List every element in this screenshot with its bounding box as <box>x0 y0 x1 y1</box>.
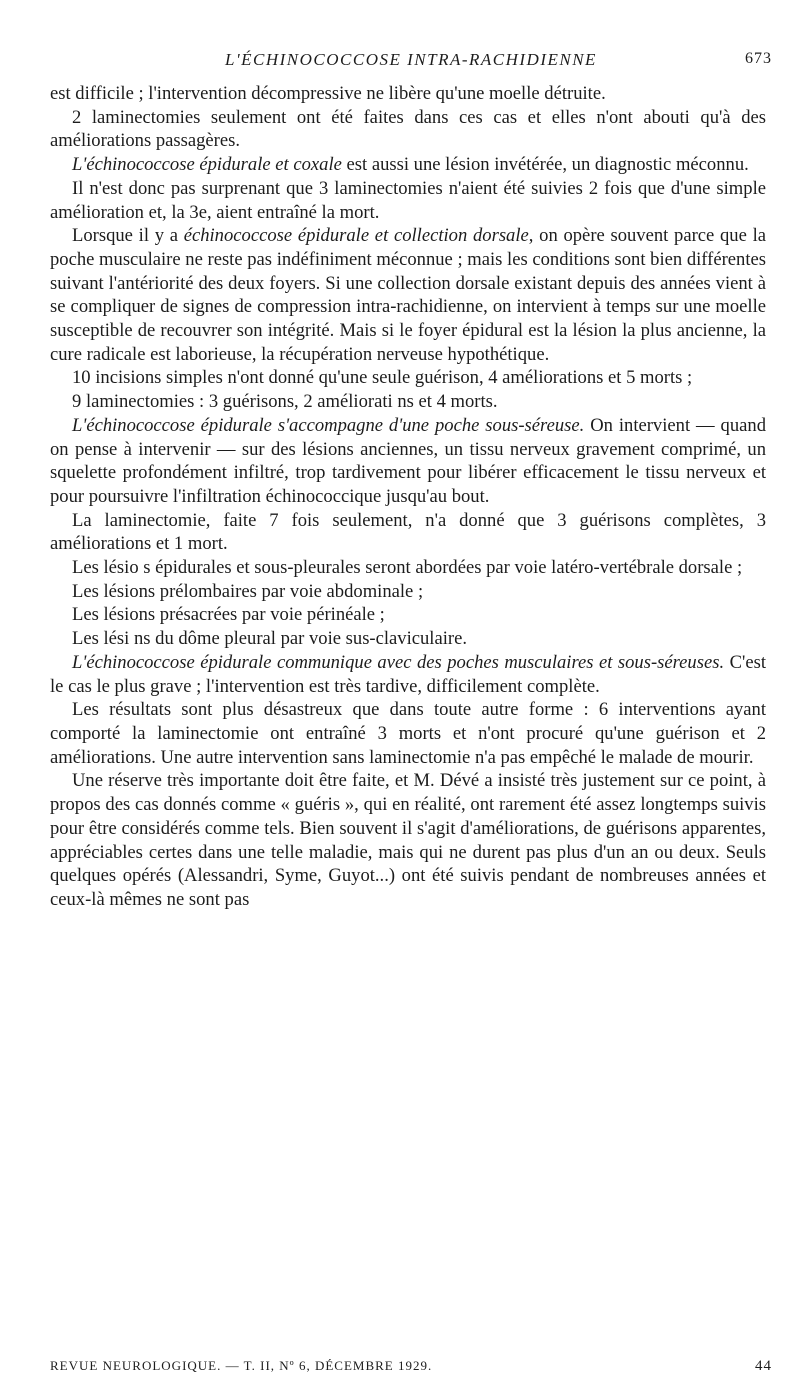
paragraph: L'échinococcose épidurale communique avec des poches musculaires et sous-séreuses. C'est le cas le plus grave ; l'intervention est très tardive, difficilement complète. <box>50 651 766 697</box>
paragraph: Une réserve très importante doit être faite, et M. Dévé a insisté très justement sur ce point, à propos des cas donnés comme « guéris », qui en réalité, ont rarement été assez longtemps suivis pour être considérés comme tels. Bien souvent il s'agit d'améliorations, de guérisons apparentes, appréciables certes dans une telle maladie, mais qui ne durent pas plus d'un an ou deux. Seuls quelques opérés (Alessandri, Syme, Guyot...) ont été suivis pendant de nombreuses années et ceux-là mêmes ne sont pas <box>50 770 766 910</box>
paragraph: Les résultats sont plus désastreux que dans toute autre forme : 6 interventions ayant comporté la laminectomie ont entraîné 3 morts et n'ont procuré qu'une guérison et 2 améliorations. Une autre intervention sans laminectomie n'a pas empêché le malade de mourir. <box>50 699 766 768</box>
body-text <box>50 82 766 912</box>
signature-mark: 44 <box>755 1358 772 1374</box>
paragraph-emphasis: L'échinococcose épidurale et coxale <box>72 154 342 176</box>
paragraph: L'échinococcose épidurale et coxale est aussi une lésion invétérée, un diagnostic méconnu. <box>72 154 749 176</box>
running-header <box>50 50 772 74</box>
paragraph: Il n'est donc pas surprenant que 3 laminectomies n'aient été suivies 2 fois que d'une simple amélioration et, la 3e, aient entraîné la mort. <box>50 177 766 223</box>
paragraph: Les lésio s épidurales et sous-pleurales seront abordées par voie latéro-vertébrale dorsale ; <box>72 557 743 579</box>
paragraph: 9 laminectomies : 3 guérisons, 2 améliorati ns et 4 morts. <box>72 391 498 413</box>
paragraph: 2 laminectomies seulement ont été faites dans ces cas et elles n'ont abouti qu'à des améliorations passagères. <box>50 106 766 152</box>
paragraph: Lorsque il y a échinococcose épidurale et collection dorsale, on opère souvent parce que la poche musculaire ne reste pas indéfiniment méconnue ; mais les conditions sont bien différentes suivant l'antériorité des deux foyers. Si une collection dorsale existant depuis des années vient à se compliquer de signes de compression intra-rachidienne, on intervient à temps sur une moelle susceptible de recouvrer son intégrité. Mais si le foyer épidural est la lésion la plus ancienne, la cure radicale est laborieuse, la récupération nerveuse hypothétique. <box>50 225 767 365</box>
journal-citation: REVUE NEUROLOGIQUE. — T. II, Nº 6, DÉCEMBRE 1929. <box>50 1358 433 1373</box>
paragraph-emphasis: L'échinococcose épidurale communique avec des poches musculaires et sous-séreuses. <box>72 651 725 673</box>
paragraph: Les lési ns du dôme pleural par voie sus-claviculaire. <box>72 628 467 650</box>
page-number: 673 <box>745 50 772 67</box>
paragraph: est difficile ; l'intervention décompressive ne libère qu'une moelle détruite. <box>50 83 606 104</box>
paragraph-emphasis: L'échinococcose épidurale s'accompagne d'une poche sous-séreuse. <box>72 414 585 436</box>
paragraph-emphasis: échinococcose épidurale et collection dorsale <box>183 225 529 247</box>
paragraph: 10 incisions simples n'ont donné qu'une seule guérison, 4 améliorations et 5 morts ; <box>72 367 693 389</box>
paragraph: Les lésions prélombaires par voie abdominale ; <box>72 580 424 602</box>
paragraph: La laminectomie, faite 7 fois seulement, n'a donné que 3 guérisons complètes, 3 améliorations et 1 mort. <box>50 509 766 555</box>
paragraph: Les lésions présacrées par voie périnéale ; <box>72 604 385 626</box>
page-footer <box>50 1358 772 1380</box>
paragraph: L'échinococcose épidurale s'accompagne d'une poche sous-séreuse. On intervient — quand on pense à intervenir — sur des lésions anciennes, un tissu nerveux gravement comprimé, un squelette profondément infiltré, trop tardivement pour libérer efficacement le tissu nerveux et pour poursuivre l'infiltration échinococcique jusqu'au bout. <box>50 414 766 507</box>
running-title: L'ÉCHINOCOCCOSE INTRA-RACHIDIENNE <box>225 50 597 69</box>
